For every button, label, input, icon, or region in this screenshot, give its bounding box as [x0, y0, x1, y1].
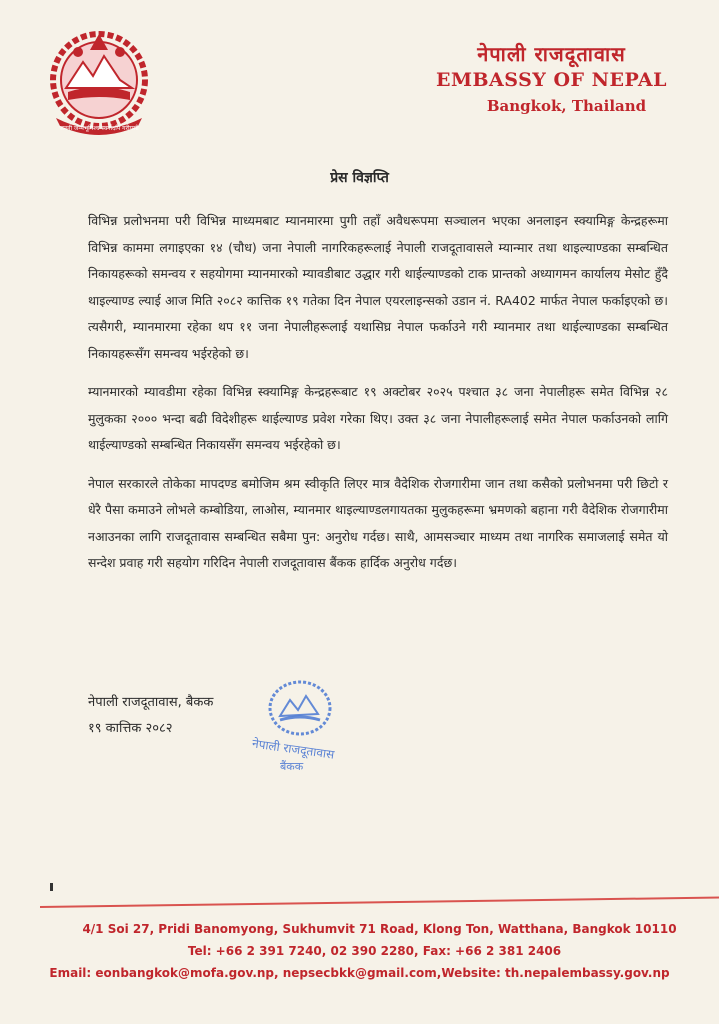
paragraph-2: म्यानमारको म्यावडीमा रहेका विभिन्न स्क्यामिङ्ग केन्द्रहरूबाट १९ अक्टोबर २०२५ पश्चात ३८ जना नेपालीहरू समेत विभिन्न २८ मुलुकका २००० भन्दा बढी विदेशीहरू थाईल्याण्ड प्रवेश गरेका थिए। उक्त ३८ जना नेपालीहरूलाई समेत नेपाल फर्काउनको लागि थाईल्याण्डको सम्बन्धित निकायसँग समन्वय भईरहेको छ। — [88, 384, 668, 452]
stamp-city: बैंकक — [280, 760, 304, 773]
emblem-motto: जननी जन्मभूमिश्च स्वर्गादपि गरीयसी — [59, 125, 139, 132]
embassy-header — [436, 40, 667, 115]
document-body — [88, 208, 668, 589]
embassy-name-english: EMBASSY OF NEPAL — [435, 69, 667, 91]
embassy-name-nepali: नेपाली राजदूतावास — [477, 42, 626, 66]
official-stamp-icon — [250, 676, 360, 776]
footer-contact: Email: eonbangkok@mofa.gov.np, nepsecbkk@gmail.com,Website: th.nepalembassy.gov.np — [49, 966, 670, 980]
stamp-text: नेपाली राजदूतावास — [251, 736, 336, 762]
signature-block — [88, 690, 213, 742]
embassy-location: Bangkok, Thailand — [486, 97, 647, 115]
nepal-emblem-icon — [38, 22, 160, 140]
footer-phone: Tel: +66 2 391 7240, 02 390 2280, Fax: +66 2 381 2406 — [187, 944, 562, 958]
paragraph-1: विभिन्न प्रलोभनमा परी विभिन्न माध्यमबाट म्यानमारमा पुगी तहाँ अवैधरूपमा सञ्चालन भएका अनलाइन स्क्यामिङ्ग केन्द्रहरूमा विभिन्न काममा लगाइएका १४ (चौध) जना नेपाली नागरिकहरूलाई नेपाली राजदूतावासले म्यान्मार तथा थाइल्याण्डका सम्बन्धित निकायहरूको समन्वय र सहयोगमा म्यानमारको म्यावडीबाट उद्धार गरी थाईल्याण्डको टाक प्रान्तको अध्यागमन कार्यालय मेसोट हुँदै थाइल्याण्ड ल्याई आज मिति २०८२ कात्तिक १९ गतेका दिन नेपाल एयरलाइन्सको उडान नं. RA402 मार्फत नेपाल फर्काइएको छ। त्यसैगरी, म्यानमारमा रहेका थप ११ जना नेपालीहरूलाई यथासिघ्र नेपाल फर्काउने गरी म्यानमार तथा थाईल्याण्डका सम्बन्धित निकायहरूसँग समन्वय भईरहेको छ। — [88, 213, 668, 361]
embassy-footer — [0, 918, 719, 984]
scan-mark — [50, 883, 53, 891]
footer-divider — [40, 897, 719, 908]
footer-address: 4/1 Soi 27, Pridi Banomyong, Sukhumvit 71 Road, Klong Ton, Watthana, Bangkok 10110 — [82, 922, 677, 936]
paragraph-3: नेपाल सरकारले तोकेका मापदण्ड बमोजिम श्रम स्वीकृति लिएर मात्र वैदेशिक रोजगारीमा जान तथा कसैको प्रलोभनमा परी छिटो र धेरै पैसा कमाउने लोभले कम्बोडिया, लाओस, म्यानमार थाइल्याण्डलगायतका मुलुकहरूमा भ्रमणको बहाना गरी वैदेशिक रोजगारीमा नआउनका लागि राजदूतावास सम्बन्धित सबैमा पुन: अनुरोध गर्दछ। साथै, आमसञ्चार माध्यम तथा नागरिक समाजलाई समेत यो सन्देश प्रवाह गरी सहयोग गरिदिन नेपाली राजदूतावास बैंकक हार्दिक अनुरोध गर्दछ। — [88, 475, 668, 570]
document-title: प्रेस विज्ञप्ति — [330, 170, 389, 186]
issue-date: १९ कात्तिक २०८२ — [88, 721, 173, 736]
issuer-name: नेपाली राजदूतावास, बैकक — [88, 695, 214, 710]
